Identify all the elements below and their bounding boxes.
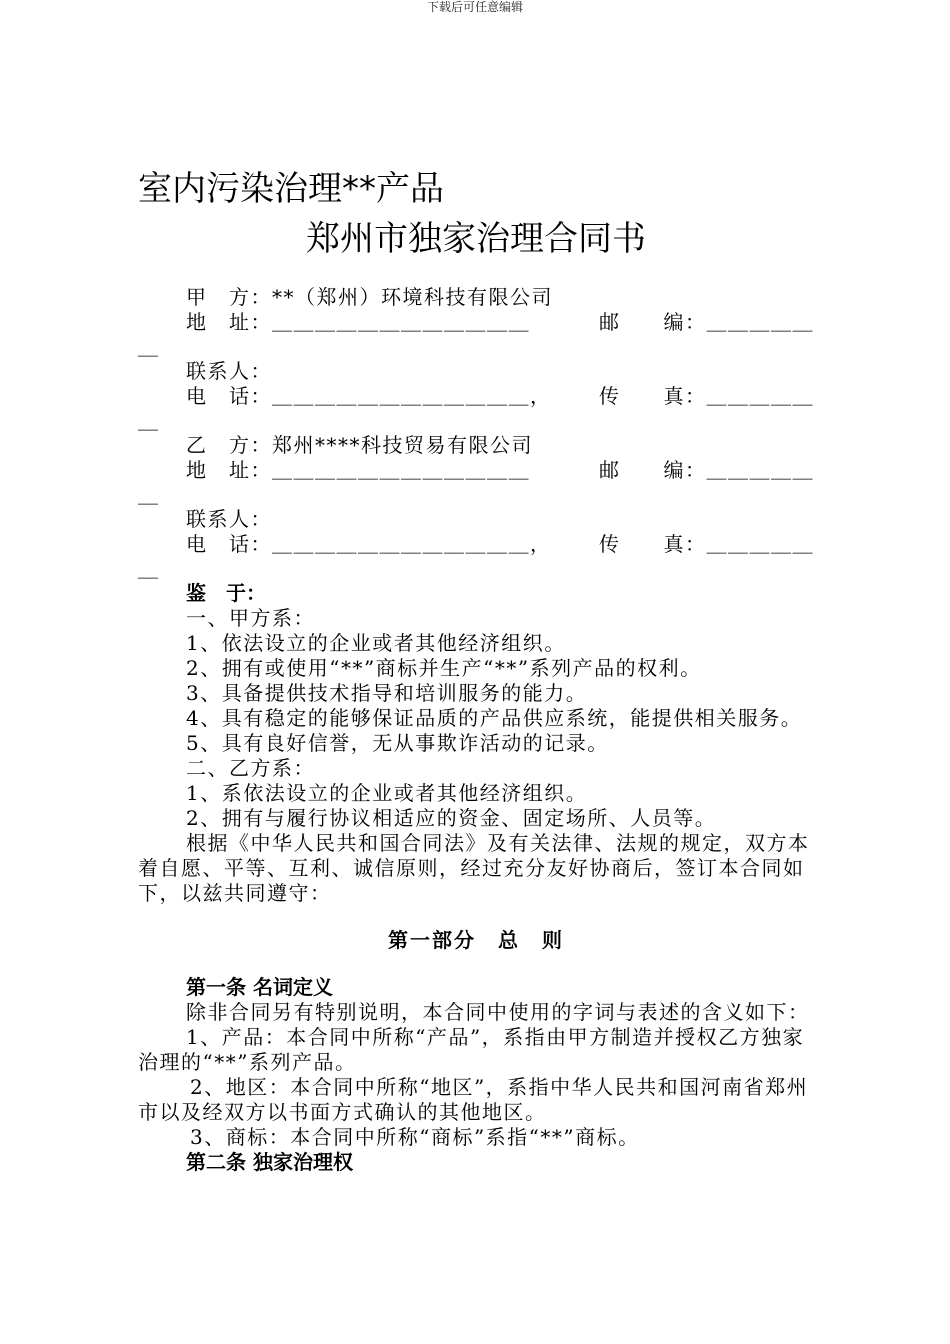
party-a-postcode: 邮 编：＿＿＿＿＿ [599,310,814,334]
article-1-intro: 除非合同另有特别说明，本合同中使用的字词与表述的含义如下： [186,1000,810,1024]
article-2-title: 第二条 独家治理权 [186,1150,353,1174]
whereas-a-heading: 一、甲方系： [186,606,315,630]
party-b-name: 乙 方：郑州****科技贸易有限公司 [186,433,533,457]
party-a-fax: 传 真：＿＿＿＿＿ [599,384,814,408]
whereas-b-heading: 二、乙方系： [186,756,315,780]
party-b-phone: 电 话：＿＿＿＿＿＿＿＿＿＿＿＿， [186,532,552,556]
party-b-phone-row [138,532,814,557]
party-a-postcode-tail: ＿ [138,335,160,359]
whereas-a-item: 2、拥有或使用“**”商标并生产“**”系列产品的权利。 [186,656,702,680]
party-b-fax: 传 真：＿＿＿＿＿ [599,532,814,556]
page-header-note: 下载后可任意编辑 [426,0,523,14]
party-a-phone-row [138,384,814,409]
party-b-address: 地 址：＿＿＿＿＿＿＿＿＿＿＿＿ [186,458,530,482]
title-line-2: 郑州市独家治理合同书 [306,219,646,259]
party-a-address-row [138,310,814,335]
party-a-contact: 联系人： [186,359,272,383]
party-a-fax-tail: ＿ [138,409,160,433]
whereas-a-item: 4、具有稳定的能够保证品质的产品供应系统，能提供相关服务。 [186,706,803,730]
whereas-a-item: 1、依法设立的企业或者其他经济组织。 [186,631,566,655]
title-line-1: 室内污染治理**产品 [138,169,444,209]
whereas-a-item: 5、具有良好信誉，无从事欺诈活动的记录。 [186,731,609,755]
contract-document [138,165,814,1175]
party-b-address-row [138,458,814,483]
whereas-b-item: 1、系依法设立的企业或者其他经济组织。 [186,781,588,805]
party-a-phone: 电 话：＿＿＿＿＿＿＿＿＿＿＿＿， [186,384,552,408]
part-one-heading: 第一部分 总 则 [388,928,564,952]
whereas-heading: 鉴 于： [186,581,266,605]
party-a-name: 甲 方：**（郑州）环境科技有限公司 [186,285,553,309]
article-1-title: 第一条 名词定义 [186,975,333,999]
article-1-item: 2、地区：本合同中所称“地区”，系指中华人民共和国河南省郑州市以及经双方以书面方式确认的其他地区。 [138,1075,809,1124]
whereas-basis: 根据《中华人民共和国合同法》及有关法律、法规的规定，双方本着自愿、平等、互利、诚信原则，经过充分友好协商后，签订本合同如下，以兹共同遵守： [138,831,810,905]
party-b-contact: 联系人： [186,507,272,531]
article-1-item: 1、产品：本合同中所称“产品”，系指由甲方制造并授权乙方独家治理的“**”系列产品。 [138,1025,805,1074]
whereas-a-item: 3、具备提供技术指导和培训服务的能力。 [186,681,588,705]
party-b-fax-tail: ＿ [138,557,160,581]
article-1-item: 3、商标：本合同中所称“商标”系指“**”商标。 [190,1125,640,1149]
party-a-address: 地 址：＿＿＿＿＿＿＿＿＿＿＿＿ [186,310,530,334]
whereas-b-item: 2、拥有与履行协议相适应的资金、固定场所、人员等。 [186,806,717,830]
party-b-postcode: 邮 编：＿＿＿＿＿ [599,458,814,482]
party-b-postcode-tail: ＿ [138,483,160,507]
